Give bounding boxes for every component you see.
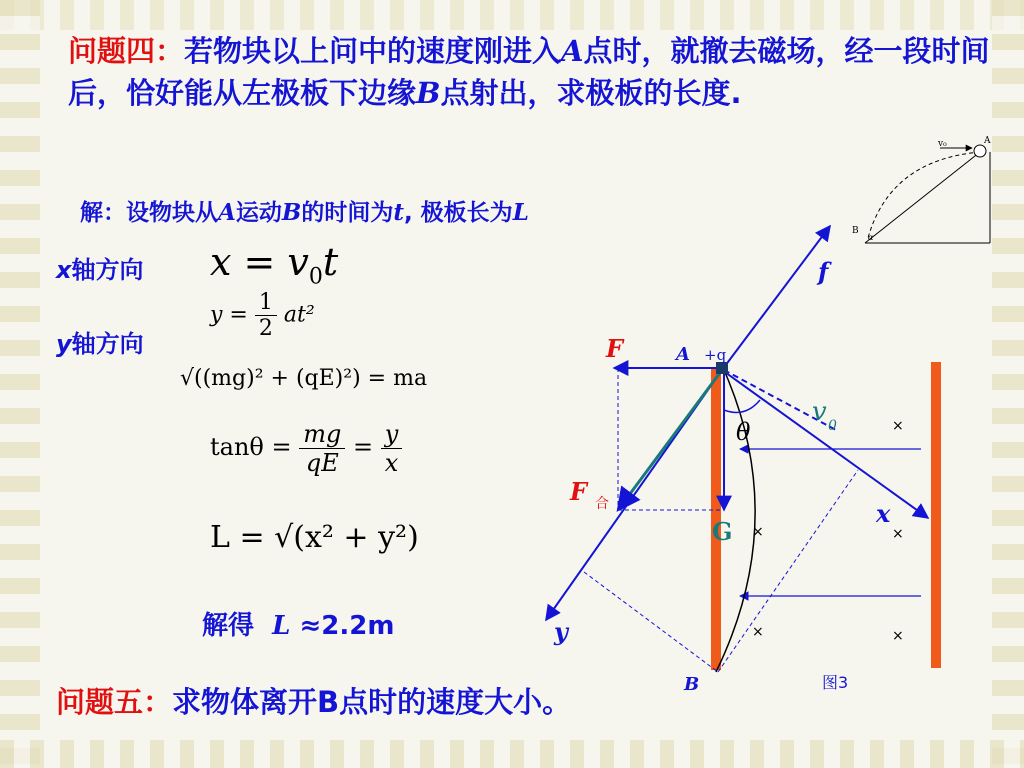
- figure-caption: 图3: [822, 673, 849, 692]
- y-var: y: [56, 330, 72, 358]
- x-var: x: [56, 256, 72, 284]
- q4-text-2: 点时，就撤去磁场，经一段时间后，恰好能从左极板下边缘: [68, 34, 990, 110]
- field-cross: ×: [752, 524, 764, 540]
- label-v0-sub: 0: [828, 418, 837, 434]
- question-five-text: 求物体离开B点时的速度大小。: [172, 685, 572, 719]
- q4-point-a: A: [561, 34, 584, 68]
- label-A: A: [676, 344, 690, 365]
- friction-arrow: [722, 226, 830, 370]
- label-plus-q: +q: [704, 346, 727, 364]
- result-label: 解得: [202, 611, 255, 641]
- label-x: x: [876, 499, 891, 528]
- sol-text-2: 运动: [235, 200, 282, 226]
- eq4-den2: x: [384, 449, 399, 477]
- sol-text-4: , 极板长为: [403, 200, 513, 226]
- field-cross: ×: [892, 526, 904, 542]
- q4-text-1: 若物块以上问中的速度刚进入: [184, 34, 562, 68]
- question-four-label: 问题四：: [68, 34, 185, 68]
- eq2-den: 2: [258, 316, 273, 341]
- label-theta: θ: [736, 418, 751, 446]
- resultant-force-arrow: [618, 370, 722, 510]
- label-F-he: F: [570, 477, 588, 506]
- label-F-he-sub: 合: [595, 496, 609, 512]
- sol-text-3: 的时间为: [301, 200, 394, 226]
- eq4-mid: =: [353, 433, 374, 461]
- label-v0: v: [812, 397, 827, 427]
- equation-length: L = √(x² + y²): [210, 520, 419, 555]
- inset-v0: v₀: [938, 139, 947, 149]
- equation-force: √((mg)² + (qE)²) = ma: [180, 366, 428, 391]
- sol-l: L: [512, 199, 529, 226]
- label-F: F: [606, 334, 624, 363]
- right-plate: [931, 362, 941, 668]
- eq4-left: tanθ =: [210, 433, 292, 461]
- eq4-num1: mg: [299, 420, 345, 449]
- eq2-left: y =: [210, 302, 248, 328]
- result-var: L: [272, 611, 291, 641]
- result-value: 2.2m: [321, 611, 395, 641]
- label-y: y: [554, 617, 568, 646]
- inset-b: B: [852, 226, 859, 236]
- field-cross: ×: [892, 418, 904, 434]
- label-G: G: [712, 517, 733, 546]
- sol-text-1: 解：设物块从: [80, 200, 218, 226]
- result-approx: ≈: [299, 611, 322, 641]
- x-dir-text: 轴方向: [71, 256, 144, 284]
- eq2-num: 1: [255, 290, 277, 316]
- label-B: B: [684, 674, 700, 695]
- question-five-label: 问题五：: [56, 685, 173, 719]
- y-dir-text: 轴方向: [71, 330, 144, 358]
- eq1-right: t: [322, 240, 339, 284]
- eq4-num2: y: [381, 420, 403, 449]
- sol-t: t: [393, 199, 404, 226]
- field-cross: ×: [892, 628, 904, 644]
- eq4-den1: qE: [305, 449, 339, 477]
- eq2-right: at²: [283, 302, 315, 328]
- inset-figure: [852, 136, 991, 243]
- eq1-left: x = v: [210, 240, 309, 284]
- eq1-sub: 0: [308, 264, 323, 290]
- label-f: f: [818, 257, 829, 286]
- field-cross: ×: [752, 624, 764, 640]
- q4-text-3: 点射出，求极板的长度.: [440, 76, 742, 110]
- inset-a: A: [984, 136, 991, 146]
- q4-point-b: B: [416, 76, 441, 110]
- sol-b: B: [281, 199, 302, 226]
- inset-alpha: α: [868, 233, 874, 242]
- sol-a: A: [218, 199, 236, 226]
- x-axis-arrow: [722, 370, 928, 518]
